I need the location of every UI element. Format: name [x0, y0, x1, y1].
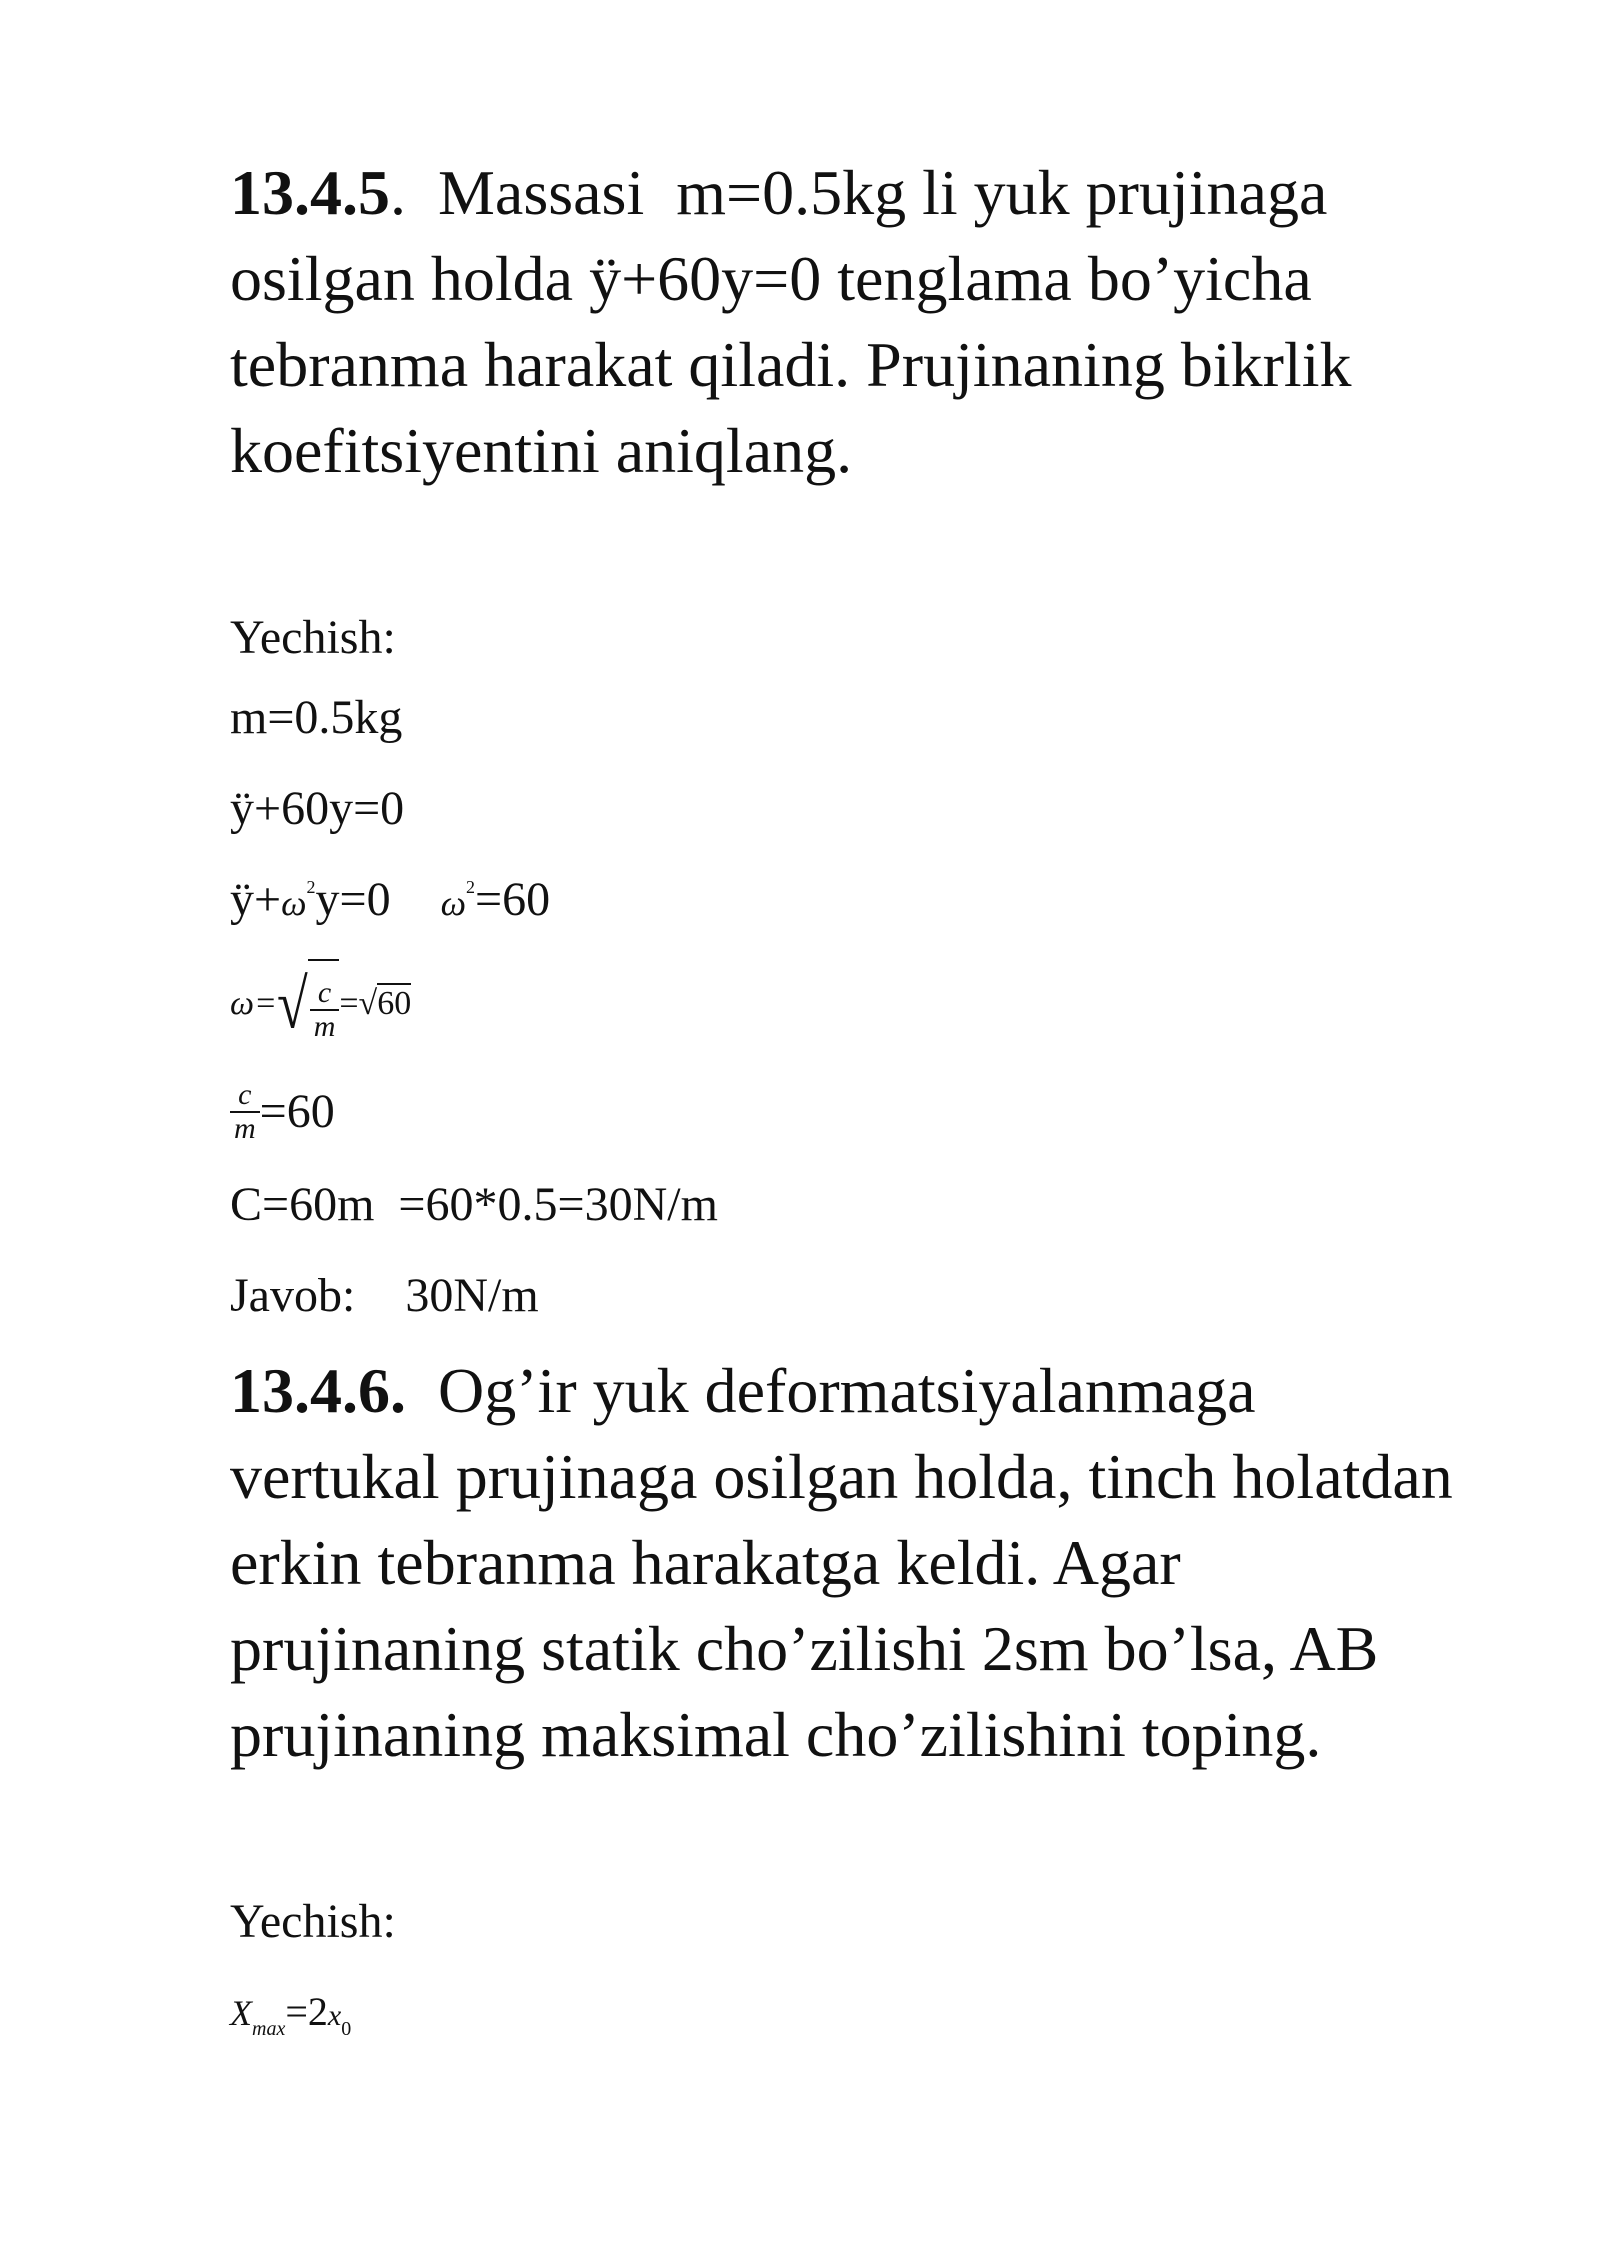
solution-heading: Yechish: — [230, 611, 396, 664]
max-subscript: max — [252, 2018, 286, 2041]
equals-two: =2 — [285, 1989, 328, 2035]
superscript-two: 2 — [466, 877, 475, 897]
x-symbol: x — [327, 1999, 342, 2033]
solution-13-4-6 — [230, 1892, 1530, 2059]
fraction-denominator: m — [313, 1010, 336, 1044]
omega-equals: ω= — [230, 984, 277, 1022]
document-page — [230, 150, 1530, 2059]
answer-label: Javob: — [230, 1269, 356, 1323]
solution-heading: Yechish: — [230, 1895, 396, 1949]
max-extension-formula — [230, 1980, 1530, 2059]
general-eq-left: ÿ+ — [230, 873, 282, 926]
x-symbol: X — [230, 1993, 252, 2034]
general-equation — [230, 870, 1530, 933]
problem-13-4-6 — [230, 1348, 1480, 1778]
superscript-two: 2 — [306, 877, 316, 897]
fraction-numerator: c — [310, 977, 340, 1011]
sqrt-value: 60 — [377, 984, 412, 1022]
answer-line — [230, 1266, 1530, 1326]
omega-squared-value: =60 — [475, 873, 551, 926]
motion-equation: ÿ+60y=0 — [230, 782, 405, 835]
omega-formula — [230, 955, 1530, 1051]
fraction-c-over-m — [310, 977, 340, 1043]
fraction-numerator: c — [230, 1079, 260, 1113]
problem-number: 13.4.5 — [230, 157, 390, 228]
stiffness-calculation: C=60m =60*0.5=30N/m — [230, 1178, 718, 1232]
omega-symbol: ω — [281, 883, 307, 923]
problem-text: Og’ir yuk deformatsiyalanmaga vertukal prujinaga osilgan holda, tinch holatdan erkin tebranma harakatga keldi. Agar prujinaning statik cho’zilishi 2sm bo’lsa, AB prujinaning maksimal cho’zilishini toping. — [230, 1355, 1469, 1771]
square-root — [277, 956, 339, 1051]
fraction-c-over-m — [230, 1079, 260, 1145]
general-eq-right: y=0 — [315, 873, 391, 926]
omega-symbol: ω — [440, 883, 466, 923]
problem-number: 13.4.6. — [230, 1355, 406, 1427]
problem-number-dot: . — [390, 157, 406, 228]
radical-sign: √ — [276, 966, 308, 1045]
problem-13-4-5 — [230, 150, 1480, 494]
given-mass: m=0.5kg — [230, 691, 403, 744]
zero-subscript: 0 — [341, 2018, 352, 2041]
answer-value: 30N/m — [405, 1269, 539, 1323]
sqrt-equals: =√ — [339, 984, 378, 1022]
ratio-value: =60 — [259, 1085, 335, 1139]
ratio-equation — [230, 1063, 1530, 1157]
problem-text: Massasi m=0.5kg li yuk prujinaga osilgan holda ÿ+60y=0 tenglama bo’yicha tebranma harakat qiladi. Prujinaning bikrlik koefitsiyentini aniqlang. — [230, 157, 1368, 486]
fraction-denominator: m — [234, 1112, 256, 1146]
solution-13-4-5 — [230, 608, 1530, 1326]
